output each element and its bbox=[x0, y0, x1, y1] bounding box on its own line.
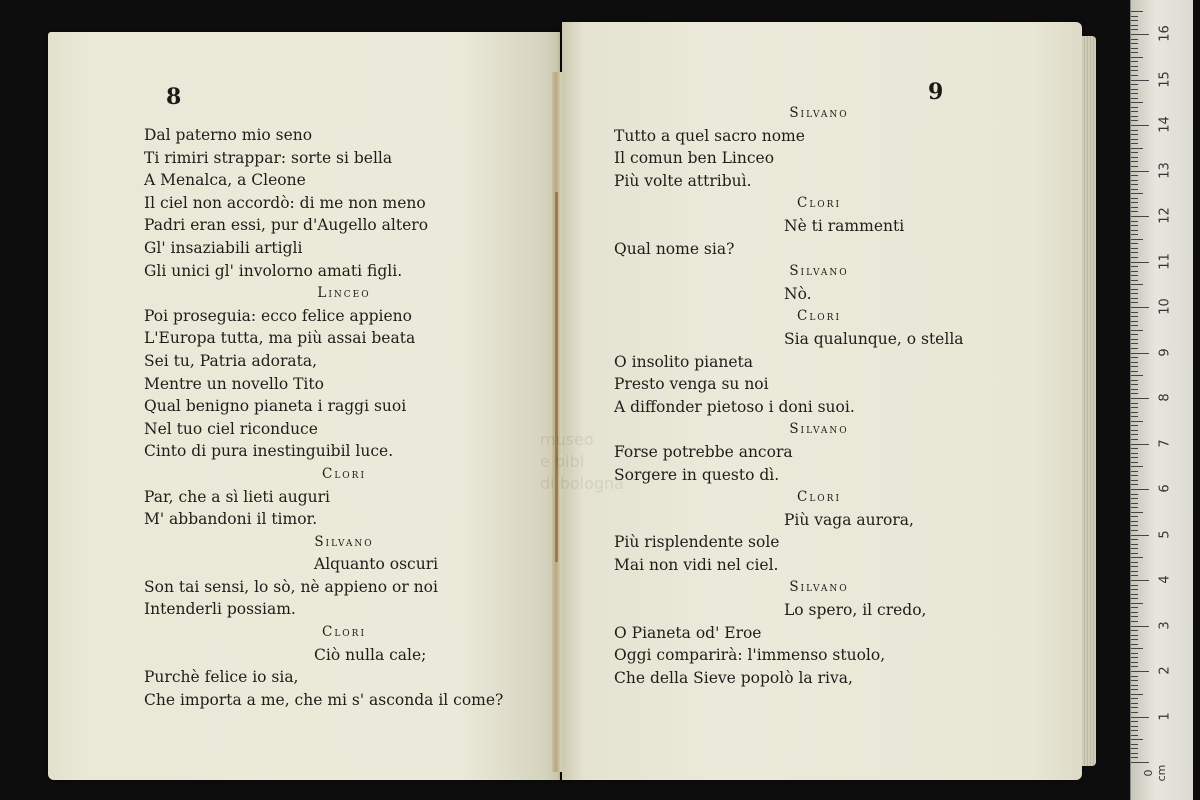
ruler-tick bbox=[1131, 84, 1138, 85]
speaker-name: Silvano bbox=[789, 579, 849, 596]
ruler-tick bbox=[1131, 557, 1143, 558]
ruler-tick bbox=[1131, 207, 1138, 208]
ruler-tick bbox=[1131, 221, 1138, 222]
ruler-tick bbox=[1131, 34, 1149, 35]
ruler-tick bbox=[1131, 130, 1138, 131]
verse-line: Son tai sensi, lo sò, nè appieno or noi bbox=[144, 577, 438, 596]
speaker-name: Silvano bbox=[314, 533, 374, 550]
speaker-name: Silvano bbox=[789, 421, 849, 438]
ruler-tick bbox=[1131, 29, 1138, 30]
verse-line: Par, che a sì lieti auguri bbox=[144, 487, 330, 506]
speaker-name: Clori bbox=[796, 195, 842, 212]
ruler-tick bbox=[1131, 685, 1138, 686]
ruler-tick bbox=[1131, 75, 1138, 76]
verse-line: Ti rimiri strappar: sorte si bella bbox=[144, 148, 393, 167]
verse-line-continued: Più vaga aurora, bbox=[784, 510, 914, 529]
ruler-number: 7 bbox=[1157, 438, 1173, 448]
ruler-tick bbox=[1131, 457, 1138, 458]
ruler-tick bbox=[1131, 453, 1138, 454]
ruler-number: 14 bbox=[1157, 116, 1173, 133]
ruler-number: 16 bbox=[1157, 25, 1173, 42]
ruler-number: 2 bbox=[1157, 666, 1173, 675]
ruler-number: 8 bbox=[1157, 393, 1173, 402]
ruler-tick bbox=[1131, 589, 1138, 590]
ruler-tick bbox=[1131, 489, 1149, 490]
ruler-number: 15 bbox=[1157, 70, 1173, 88]
ruler-tick bbox=[1131, 403, 1138, 404]
verse-line: M' abbandoni il timor. bbox=[144, 510, 318, 529]
ruler-tick bbox=[1131, 107, 1138, 108]
verse-line: Purchè felice io sia, bbox=[144, 668, 299, 687]
verse-line: Oggi comparirà: l'immenso stuolo, bbox=[614, 646, 886, 665]
speaker-name: Linceo bbox=[317, 285, 371, 302]
ruler-tick bbox=[1131, 148, 1143, 149]
ruler-tick bbox=[1131, 189, 1138, 190]
watermark-line: e bibl bbox=[540, 452, 585, 471]
speaker-name: Clori bbox=[796, 489, 842, 506]
ruler-number: 5 bbox=[1157, 529, 1173, 539]
ruler-tick bbox=[1131, 516, 1138, 517]
page-stack-edge bbox=[1082, 36, 1096, 766]
ruler-tick bbox=[1131, 125, 1149, 126]
ruler-tick bbox=[1131, 271, 1138, 272]
ruler-tick bbox=[1131, 339, 1138, 340]
ruler-tick bbox=[1131, 680, 1138, 681]
ruler-tick bbox=[1131, 657, 1138, 658]
verse-line: Qual nome sia? bbox=[614, 239, 735, 258]
ruler-tick bbox=[1131, 548, 1138, 549]
ruler-tick bbox=[1131, 421, 1143, 422]
ruler-tick bbox=[1131, 462, 1138, 463]
ruler-tick bbox=[1131, 366, 1138, 367]
verse-line: Cinto di pura inestinguibil luce. bbox=[144, 442, 394, 461]
ruler-number: 3 bbox=[1157, 620, 1173, 630]
ruler-tick bbox=[1131, 630, 1138, 631]
ruler-tick bbox=[1131, 416, 1138, 417]
ruler-tick bbox=[1131, 243, 1138, 244]
ruler-tick bbox=[1131, 371, 1138, 372]
ruler-tick bbox=[1131, 707, 1138, 708]
verse-line: A diffonder pietoso i doni suoi. bbox=[614, 397, 855, 416]
ruler-tick bbox=[1131, 143, 1138, 144]
ruler-tick bbox=[1131, 175, 1138, 176]
ruler-tick bbox=[1131, 503, 1138, 504]
verse-line: Mentre un novello Tito bbox=[144, 374, 324, 393]
speaker-name: Clori bbox=[321, 624, 367, 641]
ruler-tick bbox=[1131, 293, 1138, 294]
verse-line-continued: Alquanto oscuri bbox=[314, 555, 439, 574]
ruler-tick bbox=[1131, 662, 1138, 663]
ruler-tick bbox=[1131, 230, 1138, 231]
ruler-tick bbox=[1131, 535, 1149, 536]
verse-line: Tutto a quel sacro nome bbox=[614, 126, 805, 145]
ruler-tick bbox=[1131, 111, 1138, 112]
ruler-unit-label: 0 cm bbox=[1142, 764, 1168, 782]
ruler-tick bbox=[1131, 484, 1138, 485]
ruler-tick bbox=[1131, 676, 1138, 677]
ruler-tick bbox=[1131, 448, 1138, 449]
ruler-tick bbox=[1131, 266, 1138, 267]
verse-line: Forse potrebbe ancora bbox=[614, 442, 793, 461]
ruler-tick bbox=[1131, 353, 1149, 354]
ruler-tick bbox=[1131, 234, 1138, 235]
ruler-tick bbox=[1131, 653, 1138, 654]
verse-line: Che importa a me, che mi s' asconda il come? bbox=[144, 690, 504, 709]
ruler-tick bbox=[1131, 202, 1138, 203]
verse-line: Poi proseguia: ecco felice appieno bbox=[144, 306, 412, 325]
ruler-number: 4 bbox=[1157, 575, 1173, 584]
ruler-tick bbox=[1131, 544, 1138, 545]
ruler-tick bbox=[1131, 739, 1143, 740]
ruler-tick bbox=[1131, 312, 1138, 313]
ruler-tick bbox=[1131, 644, 1138, 645]
ruler-number: 12 bbox=[1157, 207, 1173, 224]
ruler-tick bbox=[1131, 639, 1138, 640]
ruler-number: 6 bbox=[1157, 484, 1173, 493]
ruler-tick bbox=[1131, 134, 1138, 135]
ruler-tick bbox=[1131, 585, 1138, 586]
ruler-tick bbox=[1131, 280, 1138, 281]
ruler-tick bbox=[1131, 252, 1138, 253]
verse-line: Dal paterno mio seno bbox=[144, 126, 313, 144]
watermark-line: di bologna bbox=[540, 474, 624, 493]
ruler-tick bbox=[1131, 439, 1138, 440]
ruler-tick bbox=[1131, 61, 1138, 62]
ruler-tick bbox=[1131, 525, 1138, 526]
verse-line: Sei tu, Patria adorata, bbox=[144, 351, 318, 370]
speaker-name: Silvano bbox=[789, 263, 849, 280]
ruler-tick bbox=[1131, 48, 1138, 49]
ruler-number: 1 bbox=[1157, 711, 1173, 721]
verse-line: Mai non vidi nel ciel. bbox=[614, 555, 779, 574]
ruler-number: 9 bbox=[1157, 347, 1173, 357]
ruler-tick bbox=[1131, 689, 1138, 690]
ruler-tick bbox=[1131, 11, 1143, 12]
speaker-name: Clori bbox=[796, 308, 842, 325]
ruler-tick bbox=[1131, 507, 1138, 508]
verse-line-continued: Sia qualunque, o stella bbox=[784, 329, 964, 348]
ruler-tick bbox=[1131, 70, 1138, 71]
ruler-tick bbox=[1131, 39, 1138, 40]
ruler-tick bbox=[1131, 612, 1138, 613]
verse-line-continued: Lo spero, il credo, bbox=[784, 601, 927, 620]
ruler-tick bbox=[1131, 726, 1138, 727]
ruler-tick bbox=[1131, 757, 1138, 758]
ruler-tick bbox=[1131, 521, 1138, 522]
ruler-tick bbox=[1131, 57, 1143, 58]
verse-line: Presto venga su noi bbox=[614, 375, 769, 394]
ruler-tick bbox=[1131, 375, 1143, 376]
verse-line-continued: Nò. bbox=[784, 284, 812, 303]
page-number-left: 8 bbox=[166, 84, 182, 110]
ruler-tick bbox=[1131, 539, 1138, 540]
ruler-tick bbox=[1131, 671, 1149, 672]
ruler-tick bbox=[1131, 735, 1138, 736]
ruler-tick bbox=[1131, 80, 1149, 81]
ruler-tick bbox=[1131, 480, 1138, 481]
ruler-tick bbox=[1131, 494, 1138, 495]
left-page bbox=[48, 32, 560, 780]
verse-line: O Pianeta od' Eroe bbox=[614, 623, 762, 642]
ruler-tick bbox=[1131, 562, 1138, 563]
ruler-tick bbox=[1131, 357, 1138, 358]
ruler-tick bbox=[1131, 325, 1138, 326]
ruler-tick bbox=[1131, 284, 1143, 285]
verse-line: Padri eran essi, pur d'Augello altero bbox=[144, 216, 429, 235]
ruler-tick bbox=[1131, 348, 1138, 349]
ruler-tick bbox=[1131, 607, 1138, 608]
ruler-tick bbox=[1131, 216, 1149, 217]
ruler-tick bbox=[1131, 407, 1138, 408]
ruler-tick bbox=[1131, 389, 1138, 390]
verse-line: Gl' insaziabili artigli bbox=[144, 238, 303, 257]
ruler-tick bbox=[1131, 712, 1138, 713]
ruler-number: 13 bbox=[1157, 161, 1173, 179]
page-number-right: 9 bbox=[928, 79, 944, 105]
ruler-tick bbox=[1131, 139, 1138, 140]
ruler-tick bbox=[1131, 116, 1138, 117]
ruler-tick bbox=[1131, 603, 1143, 604]
ruler-tick bbox=[1131, 744, 1138, 745]
ruler-tick bbox=[1131, 717, 1149, 718]
ruler-tick bbox=[1131, 248, 1138, 249]
ruler-tick bbox=[1131, 598, 1138, 599]
ruler-tick bbox=[1131, 362, 1138, 363]
verse-line: Sorgere in questo dì. bbox=[614, 465, 780, 484]
ruler-tick bbox=[1131, 157, 1138, 158]
ruler-tick bbox=[1131, 152, 1138, 153]
ruler-tick bbox=[1131, 198, 1138, 199]
ruler-tick bbox=[1131, 20, 1138, 21]
ruler-tick bbox=[1131, 66, 1138, 67]
ruler-tick bbox=[1131, 621, 1138, 622]
ruler-tick bbox=[1131, 98, 1138, 99]
watermark-line: museo bbox=[540, 430, 594, 449]
ruler-tick bbox=[1131, 334, 1138, 335]
ruler-tick bbox=[1131, 321, 1138, 322]
ruler-tick bbox=[1131, 566, 1138, 567]
ruler-tick bbox=[1131, 762, 1149, 763]
ruler-tick bbox=[1131, 171, 1149, 172]
ruler-tick bbox=[1131, 530, 1138, 531]
ruler-tick bbox=[1131, 580, 1149, 581]
ruler-tick bbox=[1131, 694, 1143, 695]
ruler-tick bbox=[1131, 430, 1138, 431]
ruler-number: 10 bbox=[1157, 298, 1173, 315]
ruler-tick bbox=[1131, 703, 1138, 704]
ruler-tick bbox=[1131, 730, 1138, 731]
ruler-tick bbox=[1131, 471, 1138, 472]
ruler-tick bbox=[1131, 184, 1138, 185]
ruler-tick bbox=[1131, 384, 1138, 385]
ruler-tick bbox=[1131, 298, 1138, 299]
ruler-tick bbox=[1131, 512, 1143, 513]
verse-line: L'Europa tutta, ma più assai beata bbox=[144, 329, 416, 348]
ruler-tick bbox=[1131, 275, 1138, 276]
ruler-tick bbox=[1131, 161, 1138, 162]
ruler-tick bbox=[1131, 330, 1143, 331]
ruler-tick bbox=[1131, 753, 1138, 754]
ruler-tick bbox=[1131, 444, 1149, 445]
ruler-tick bbox=[1131, 466, 1143, 467]
verse-line: Che della Sieve popolò la riva, bbox=[614, 668, 853, 687]
library-watermark bbox=[520, 300, 680, 500]
ruler-tick bbox=[1131, 635, 1138, 636]
ruler-tick bbox=[1131, 316, 1138, 317]
ruler-tick bbox=[1131, 225, 1138, 226]
ruler-tick bbox=[1131, 393, 1138, 394]
ruler-tick bbox=[1131, 343, 1138, 344]
verse-line: Più volte attribuì. bbox=[614, 171, 752, 190]
speaker-name: Clori bbox=[321, 465, 367, 482]
ruler-tick bbox=[1131, 257, 1138, 258]
ruler-number: 11 bbox=[1157, 252, 1173, 270]
verse-line: Il ciel non accordò: di me non meno bbox=[144, 193, 426, 212]
ruler-tick bbox=[1131, 239, 1143, 240]
ruler-tick bbox=[1131, 748, 1138, 749]
ruler-tick bbox=[1131, 425, 1138, 426]
verse-line: O insolito pianeta bbox=[614, 352, 754, 371]
ruler-tick bbox=[1131, 211, 1138, 212]
ruler-tick bbox=[1131, 102, 1143, 103]
ruler-tick bbox=[1131, 594, 1138, 595]
verse-line: Gli unici gl' involorno amati figli. bbox=[144, 261, 403, 280]
ruler-tick bbox=[1131, 626, 1149, 627]
ruler-tick bbox=[1131, 180, 1138, 181]
ruler-tick bbox=[1131, 262, 1149, 263]
ruler-tick bbox=[1131, 698, 1138, 699]
left-page-text bbox=[144, 124, 544, 711]
verse-line: Intenderli possiam. bbox=[144, 600, 296, 619]
ruler-tick bbox=[1131, 721, 1138, 722]
speaker-name: Silvano bbox=[789, 105, 849, 121]
ruler-tick bbox=[1131, 666, 1138, 667]
ruler-tick bbox=[1131, 166, 1138, 167]
ruler-tick bbox=[1131, 302, 1138, 303]
ruler-tick bbox=[1131, 498, 1138, 499]
measurement-ruler bbox=[1130, 0, 1193, 800]
ruler-tick bbox=[1131, 289, 1138, 290]
verse-line: Più risplendente sole bbox=[614, 533, 780, 552]
verse-line: Qual benigno pianeta i raggi suoi bbox=[144, 397, 407, 416]
ruler-tick bbox=[1131, 193, 1143, 194]
verse-line: A Menalca, a Cleone bbox=[144, 171, 306, 190]
ruler-tick bbox=[1131, 412, 1138, 413]
verse-line-continued: Nè ti rammenti bbox=[784, 216, 905, 235]
ruler-tick bbox=[1131, 553, 1138, 554]
ruler-tick bbox=[1131, 380, 1138, 381]
verse-line: Il comun ben Linceo bbox=[614, 149, 775, 168]
ruler-tick bbox=[1131, 571, 1138, 572]
ruler-tick bbox=[1131, 120, 1138, 121]
ruler-tick bbox=[1131, 648, 1143, 649]
ruler-tick bbox=[1131, 16, 1138, 17]
ruler-tick bbox=[1131, 575, 1138, 576]
ruler-tick bbox=[1131, 89, 1138, 90]
verse-line-continued: Ciò nulla cale; bbox=[314, 645, 427, 664]
verse-line: Nel tuo ciel riconduce bbox=[144, 419, 318, 438]
ruler-tick bbox=[1131, 43, 1138, 44]
ruler-tick bbox=[1131, 52, 1138, 53]
ruler-tick bbox=[1131, 93, 1138, 94]
ruler-tick bbox=[1131, 398, 1149, 399]
ruler-tick bbox=[1131, 475, 1138, 476]
ruler-tick bbox=[1131, 25, 1138, 26]
ruler-tick bbox=[1131, 307, 1149, 308]
ruler-tick bbox=[1131, 616, 1138, 617]
ruler-tick bbox=[1131, 434, 1138, 435]
